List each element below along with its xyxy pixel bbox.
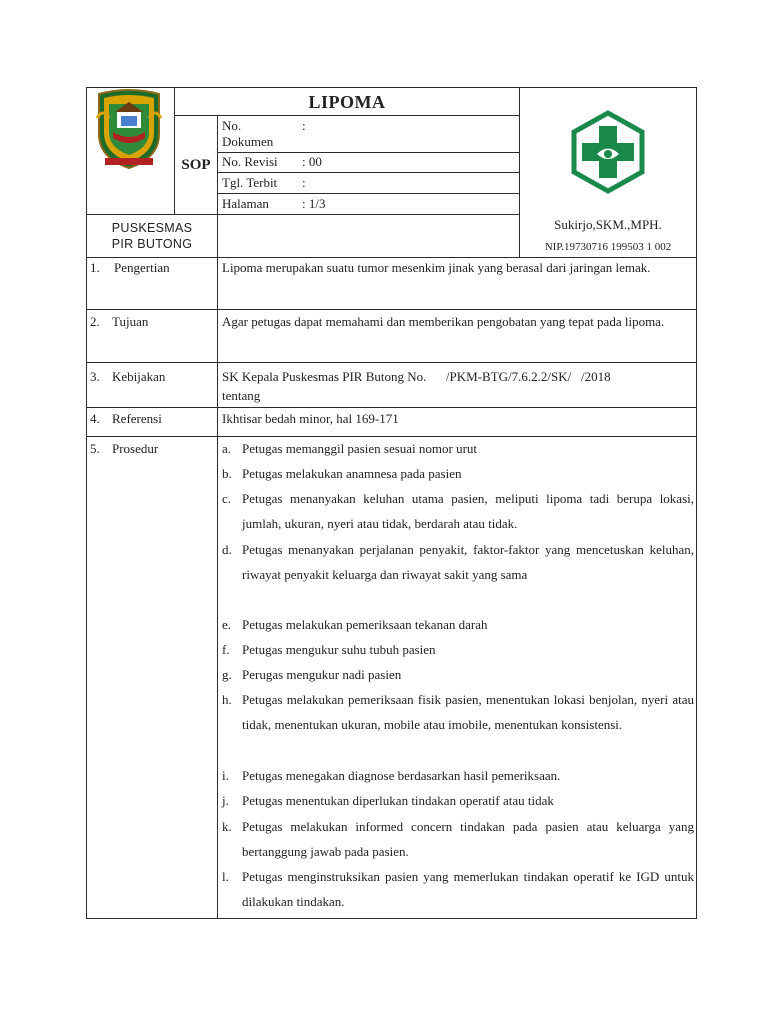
header-bottom-line [86, 214, 520, 215]
field-no-revisi-label: No. Revisi [222, 154, 278, 169]
sop-label: SOP [181, 157, 211, 173]
procedure-item [222, 788, 694, 813]
field-halaman-value: : 1/3 [302, 196, 326, 211]
section-text-pengertian: Lipoma merupakan suatu tumor mesenkim jinak yang berasal dari jaringan lemak. [222, 260, 651, 275]
field-no-dokumen-value: : [302, 118, 306, 133]
row-line-3 [86, 362, 697, 363]
procedure-item [222, 763, 694, 788]
section-text-tujuan: Agar petugas dapat memahami dan memberikan pengobatan yang tepat pada lipoma. [222, 314, 665, 329]
procedure-text: Petugas melakukan pemeriksaan fisik pasien, menentukan lokasi benjolan, nyeri atau tidak, menentukan ukuran, mobile atau imobile, menentukan konsistensi. [242, 692, 694, 733]
field-tgl-terbit-value: : [302, 175, 306, 190]
field-no-dokumen-label-2: Dokumen [222, 134, 274, 149]
header-divider-sop [217, 115, 218, 214]
row-line-4 [86, 407, 697, 408]
signer-nip: NIP.19730716 199503 1 002 [544, 241, 672, 253]
document-title: LIPOMA [308, 92, 386, 112]
section-number: 2. [90, 314, 100, 329]
procedure-letter: e. [222, 617, 232, 632]
procedure-letter: l. [222, 869, 229, 884]
table-border-right [696, 87, 697, 919]
section-number: 5. [90, 441, 100, 456]
section-number: 1. [90, 260, 100, 275]
section-label-referensi: Referensi [112, 411, 162, 426]
field-divider-2 [217, 172, 520, 173]
procedure-text: Petugas menanyakan perjalanan penyakit, faktor-faktor yang mencetuskan keluhan, riwayat penyakit keluarga dan riwayat sakit yang sama [242, 542, 694, 583]
procedure-item [222, 637, 694, 662]
procedure-letter: d. [222, 542, 232, 557]
section-number: 3. [90, 369, 100, 384]
org-name-line-2: PIR BUTONG [111, 237, 193, 251]
procedure-text: Petugas melakukan pemeriksaan tekanan darah [242, 617, 488, 632]
procedure-item [222, 486, 694, 537]
section-text-kebijakan: SK Kepala Puskesmas PIR Butong No. /PKM-BTG/7.6.2.2/SK/ /2018 [222, 369, 611, 384]
section-text-referensi: Ikhtisar bedah minor, hal 169-171 [222, 411, 399, 426]
section-text-kebijakan-2: tentang [222, 388, 261, 403]
title-divider [174, 115, 520, 116]
procedure-text: Petugas menanyakan keluhan utama pasien, meliputi lipoma tadi berupa lokasi, jumlah, ukuran, nyeri atau tidak, berdarah atau tidak. [242, 491, 694, 532]
procedure-item [222, 612, 694, 637]
procedure-text: Petugas mengukur suhu tubuh pasien [242, 642, 436, 657]
field-tgl-terbit-label: Tgl. Terbit [222, 175, 278, 190]
section-label-prosedur: Prosedur [112, 441, 159, 456]
section-label-tujuan: Tujuan [112, 314, 149, 329]
signer-name: Sukirjo,SKM.,MPH. [554, 217, 662, 232]
procedure-item [222, 461, 694, 486]
procedure-letter: k. [222, 819, 232, 834]
procedure-text: Petugas memanggil pasien sesuai nomor urut [242, 441, 478, 456]
section-label-pengertian: Pengertian [114, 260, 170, 275]
table-border-left [86, 87, 87, 919]
field-no-revisi-value: : 00 [302, 154, 322, 169]
table-border-top [86, 87, 697, 88]
procedure-text: Petugas melakukan anamnesa pada pasien [242, 466, 462, 481]
body-column-divider [217, 214, 218, 919]
field-halaman-label: Halaman [222, 196, 269, 211]
procedure-letter: g. [222, 667, 232, 682]
procedure-letter: c. [222, 491, 232, 506]
procedure-text: Petugas menginstruksikan pasien yang memerlukan tindakan operatif ke IGD untuk dilakukan tindakan. [242, 869, 694, 910]
regional-emblem-logo [95, 88, 163, 170]
procedure-text: Petugas menegakan diagnose berdasarkan hasil pemeriksaan. [242, 768, 561, 783]
procedure-item [222, 436, 694, 461]
procedure-letter: h. [222, 692, 232, 707]
field-divider-3 [217, 193, 520, 194]
procedure-text: Petugas menentukan diperlukan tindakan operatif atau tidak [242, 793, 554, 808]
procedure-letter: j. [222, 793, 229, 808]
field-no-dokumen-label: No. [222, 118, 242, 133]
procedure-letter: a. [222, 441, 232, 456]
procedure-letter: b. [222, 466, 232, 481]
field-divider-1 [217, 152, 520, 153]
section-label-kebijakan: Kebijakan [112, 369, 166, 384]
procedure-letter: f. [222, 642, 230, 657]
procedure-letter: i. [222, 768, 229, 783]
procedure-item [222, 537, 694, 588]
section-number: 4. [90, 411, 100, 426]
procedure-item [222, 864, 694, 915]
procedure-item [222, 687, 694, 738]
table-border-bottom [86, 918, 697, 919]
procedure-text: Petugas melakukan informed concern tindakan pada pasien atau keluarga yang bertanggung jawab pada pasien. [242, 819, 694, 860]
procedure-text: Perugas mengukur nadi pasien [242, 667, 402, 682]
procedure-item [222, 662, 694, 687]
org-name-line-1: PUSKESMAS [111, 221, 193, 235]
puskesmas-logo [566, 110, 650, 194]
procedure-item [222, 814, 694, 865]
